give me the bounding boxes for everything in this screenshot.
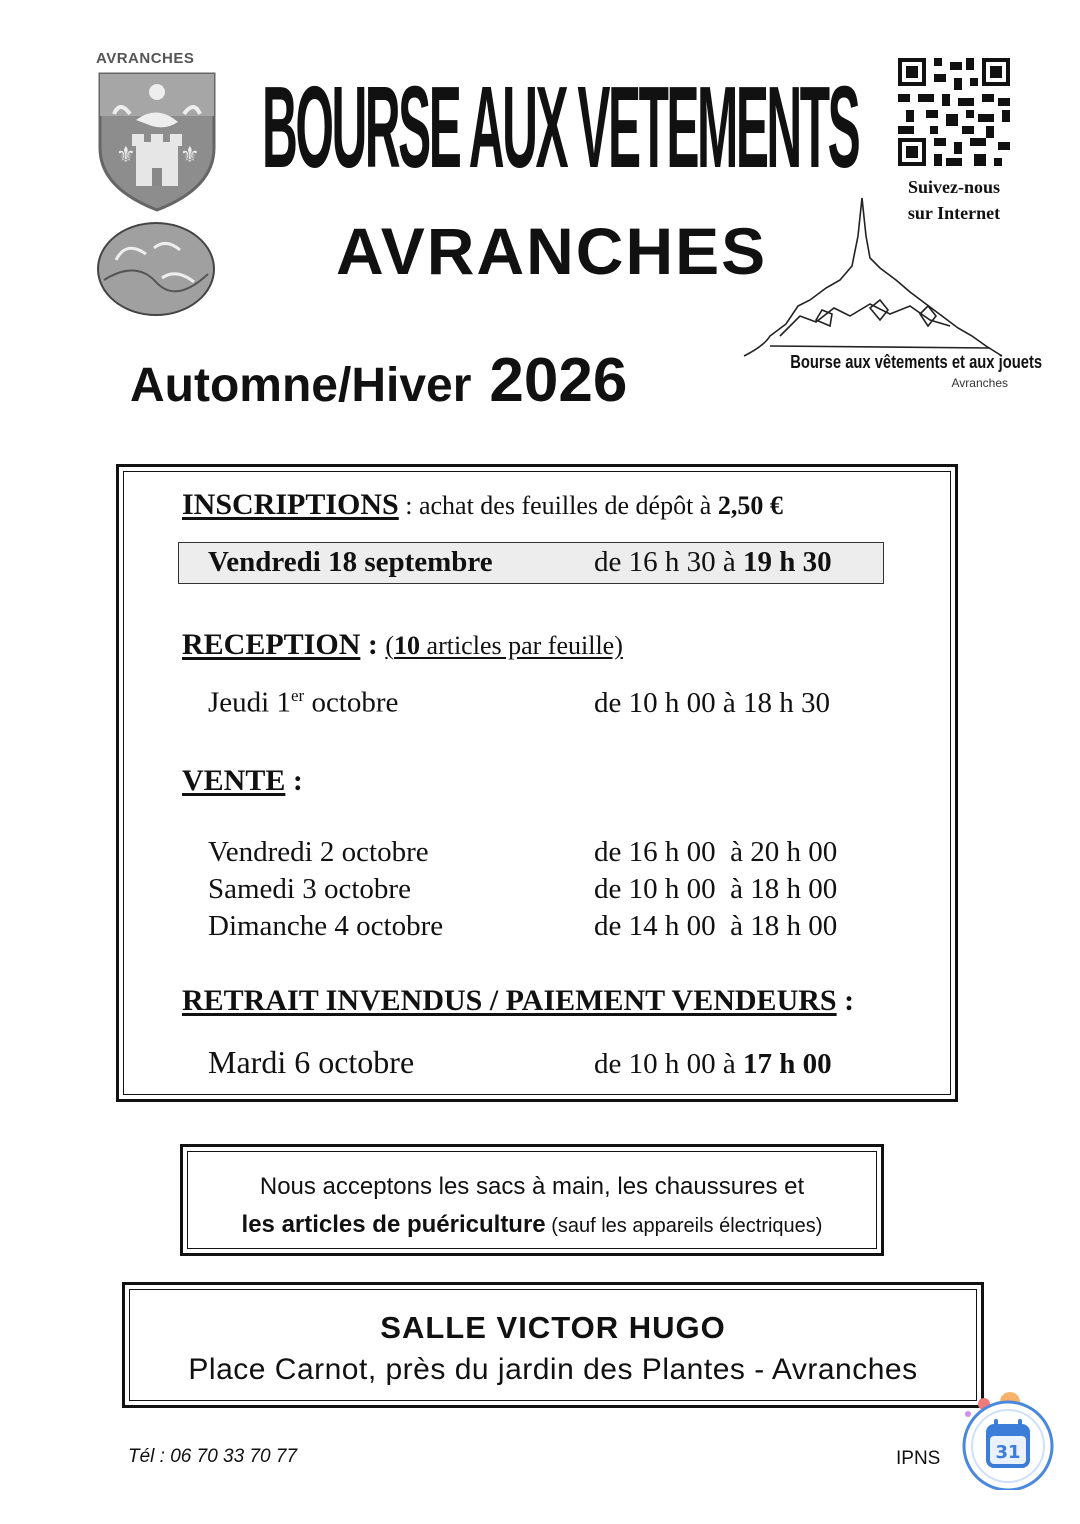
reception-time: de 10 h 00 à 18 h 30 (594, 686, 830, 719)
vente-day: Vendredi 2 octobre (208, 836, 429, 868)
vente-time: de 14 h 00 à 18 h 00 (594, 910, 838, 942)
retrait-day: Mardi 6 octobre (208, 1044, 415, 1080)
vente-day: Dimanche 4 octobre (208, 910, 444, 942)
calendar-icon[interactable] (956, 1386, 1056, 1490)
inscriptions-price: 2,50 € (717, 491, 783, 520)
reception-day-suffix: octobre (304, 686, 399, 719)
accepted-line-2 (188, 1206, 876, 1245)
venue-address: Place Carnot, près du jardin des Plantes - Avranches (188, 1353, 918, 1386)
phone-number: Tél : 06 70 33 70 77 (128, 1446, 298, 1467)
reception-note (385, 631, 623, 660)
reception-sep: : (360, 628, 386, 661)
retrait-sep: : (836, 984, 855, 1017)
calendar-floating-button[interactable] (956, 1386, 1056, 1490)
reception-day (208, 686, 594, 720)
accepted-items-box (180, 1144, 884, 1256)
inscriptions-row (208, 546, 908, 579)
season-label: Automne/Hiver (130, 359, 472, 412)
ipns-label: IPNS (896, 1448, 941, 1469)
qr-code[interactable] (898, 58, 1010, 166)
accepted-items-inner (187, 1151, 877, 1249)
svg-text:⚜: ⚜ (116, 143, 136, 168)
season-title (130, 346, 628, 415)
retrait-row (208, 1044, 908, 1081)
vente-day: Samedi 3 octobre (208, 873, 411, 905)
inscriptions-title: INSCRIPTIONS (182, 488, 399, 521)
svg-text:⚜: ⚜ (180, 143, 200, 168)
retrait-heading (182, 984, 854, 1018)
inscriptions-time-start: de 16 h 30 à (594, 546, 743, 578)
city-title: AVRANCHES (336, 214, 768, 288)
reception-day-prefix: Jeudi 1 (208, 686, 291, 719)
vente-title: VENTE (182, 764, 286, 797)
reception-note-rest: articles par feuille) (420, 631, 623, 660)
retrait-time-end: 17 h 00 (743, 1048, 832, 1080)
season-year: 2026 (489, 346, 628, 415)
vente-row (208, 910, 908, 943)
association-sublabel: Avranches (951, 376, 1008, 390)
vente-heading (182, 764, 303, 798)
venue-inner (129, 1289, 977, 1401)
retrait-time (594, 1048, 832, 1081)
crest-label: AVRANCHES (96, 50, 195, 67)
reception-note-count: 10 (394, 631, 421, 660)
inscriptions-time-end: 19 h 30 (743, 546, 832, 578)
inscriptions-day: Vendredi 18 septembre (208, 546, 493, 578)
accepted-line-2-rest: (sauf les appareils électriques) (545, 1215, 823, 1237)
inscriptions-time (594, 546, 832, 579)
vente-sep: : (285, 764, 303, 797)
reception-heading (182, 628, 623, 662)
vente-row (208, 836, 908, 869)
retrait-title: RETRAIT INVENDUS / PAIEMENT VENDEURS (182, 984, 837, 1017)
avranches-crest-logo (96, 70, 218, 212)
saint-martin-logo (96, 220, 216, 318)
follow-line-2: sur Internet (907, 203, 1001, 223)
vente-time: de 16 h 00 à 20 h 00 (594, 836, 838, 868)
accepted-line-1: Nous acceptons les sacs à main, les chaussures et (259, 1173, 805, 1200)
vente-row (208, 873, 908, 906)
retrait-time-start: de 10 h 00 à (594, 1048, 743, 1080)
reception-title: RECEPTION (182, 628, 361, 661)
inscriptions-note: : achat des feuilles de dépôt à (398, 491, 718, 520)
calendar-day-label: 31 (995, 1442, 1021, 1463)
schedule-box (116, 464, 958, 1102)
venue-name: SALLE VICTOR HUGO (380, 1310, 726, 1345)
venue-box (122, 1282, 984, 1408)
reception-note-open: ( (385, 631, 395, 660)
main-title: BOURSE AUX VETEMENTS (262, 62, 859, 192)
follow-line-1: Suivez-nous (907, 177, 1001, 197)
reception-day-sup: er (290, 686, 305, 705)
accepted-line-2-bold: les articles de puériculture (241, 1211, 546, 1238)
inscriptions-heading (182, 488, 783, 522)
schedule-box-inner (123, 471, 951, 1095)
vente-time: de 10 h 00 à 18 h 00 (594, 873, 838, 905)
reception-row (208, 686, 908, 720)
association-label: Bourse aux vêtements et aux jouets (790, 352, 1043, 372)
